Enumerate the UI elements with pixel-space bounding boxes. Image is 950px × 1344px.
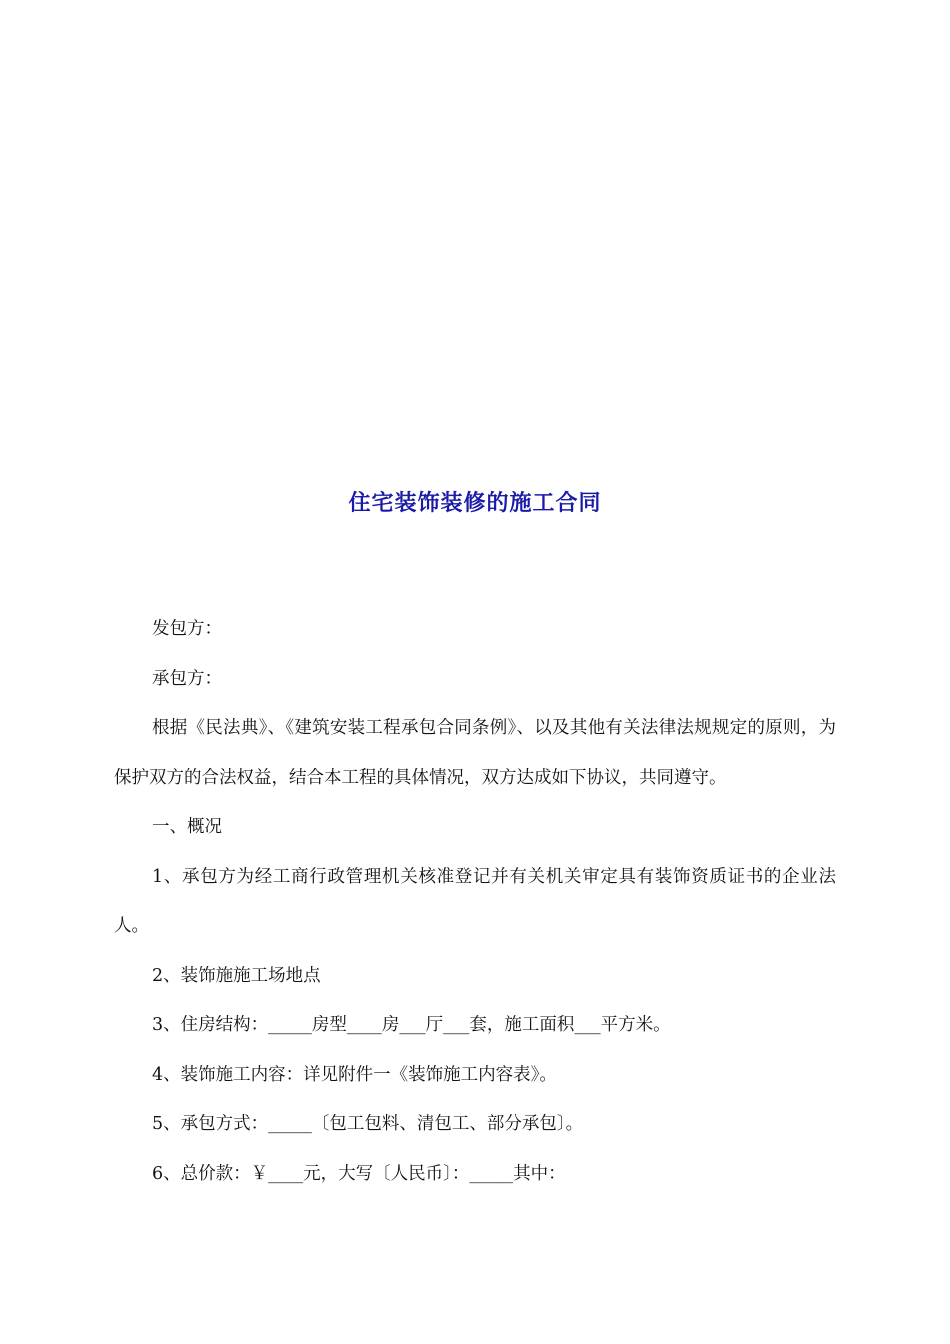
party-b-line: 承包方： [152, 668, 222, 689]
clause-3: 3、住房结构：_____房型____房___厅___套，施工面积___平方米。 [152, 1015, 671, 1035]
clause-5: 5、承包方式：_____〔包工包料、清包工、部分承包〕。 [152, 1114, 584, 1134]
clause-2: 2、装饰施施工场地点 [152, 965, 321, 986]
section-heading-overview: 一、概况 [152, 817, 222, 837]
clause-1: 1、承包方为经工商行政管理机关核准登记并有关机关审定具有装饰资质证书的企业法人。 [114, 866, 836, 936]
document-title: 住宅装饰装修的施工合同 [348, 490, 602, 516]
document-body [114, 605, 836, 1199]
party-a-line: 发包方： [152, 619, 222, 639]
clause-6: 6、总价款：￥____元，大写〔人民币〕：_____其中： [152, 1163, 566, 1184]
preamble-paragraph: 根据《民法典》、《建筑安装工程承包合同条例》、以及其他有关法律法规规定的原则，为保护双方的合法权益，结合本工程的具体情况，双方达成如下协议，共同遵守。 [114, 718, 836, 788]
clause-4: 4、装饰施工内容：详见附件一《装饰施工内容表》。 [152, 1064, 557, 1085]
